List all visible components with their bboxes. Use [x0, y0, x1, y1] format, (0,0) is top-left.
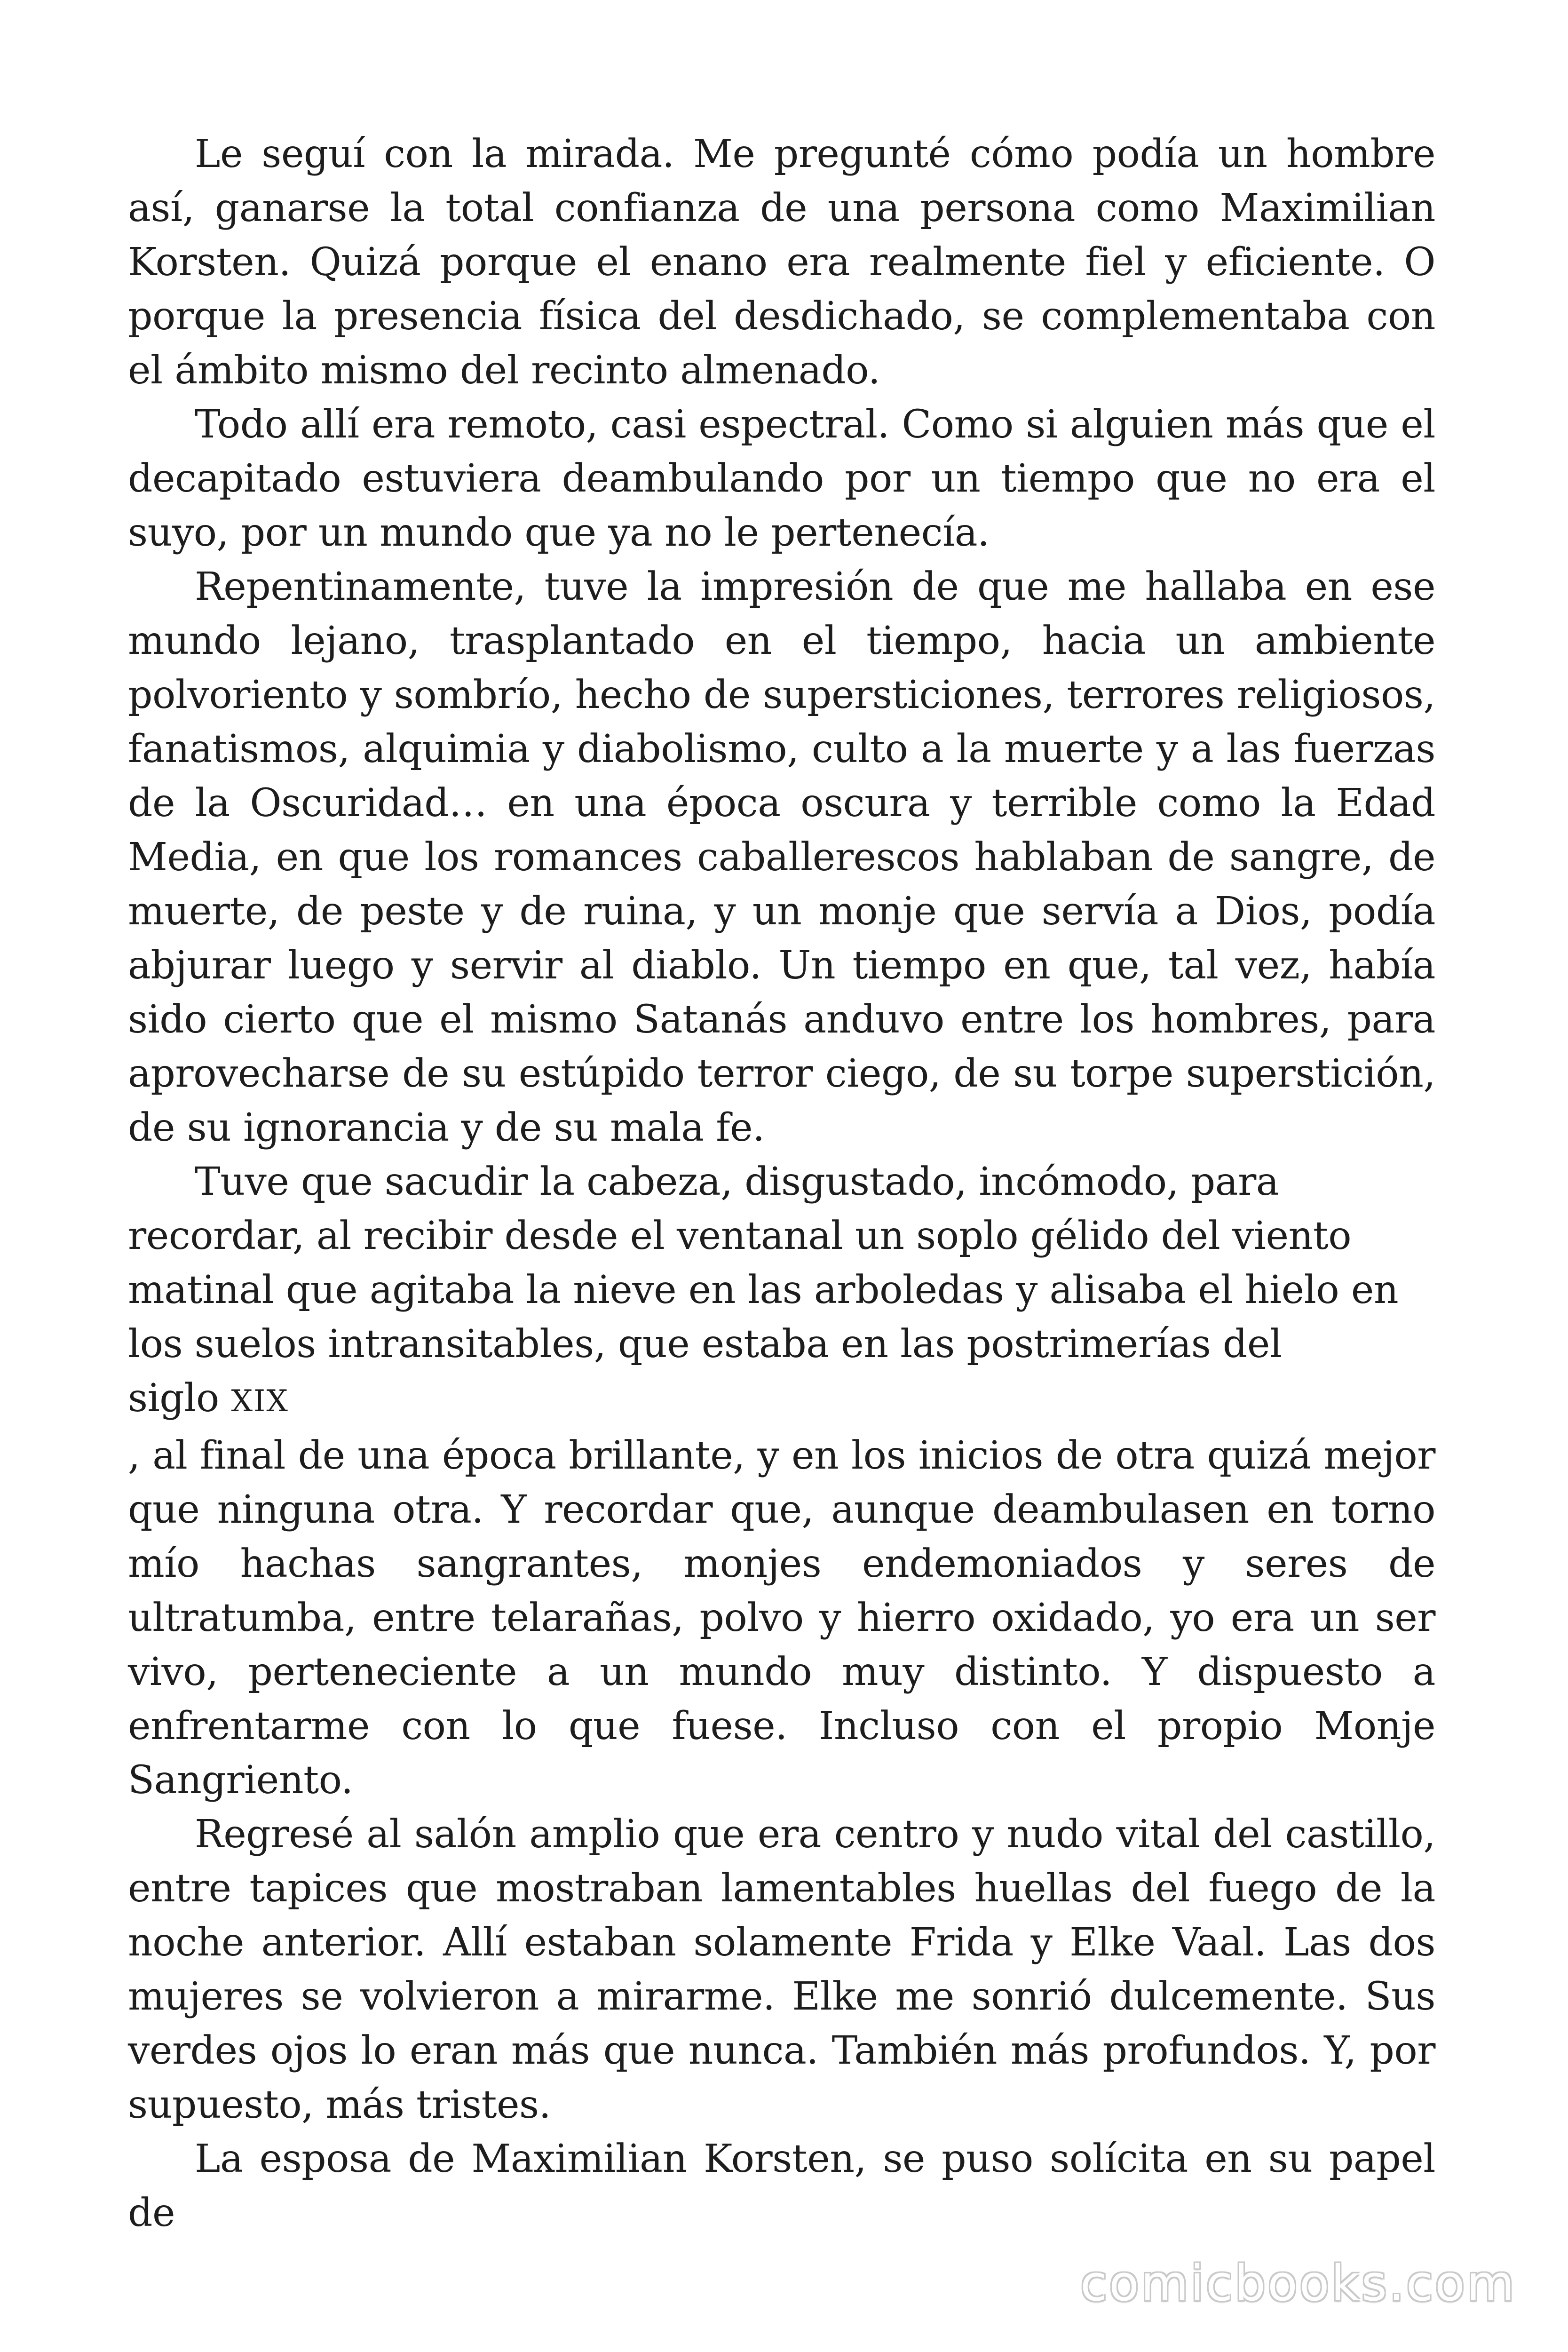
paragraph-6: La esposa de Maximilian Korsten, se puso solícita en su papel de	[128, 2137, 1435, 2235]
paragraph-4-continuation: , al final de una época brillante, y en los inicios de otra quizá mejor que ninguna otra. Y recordar que, aunque deambulasen en torno mío hachas sangrantes, monjes endemoniados y seres de ultratumba, entre telarañas, polvo y hierro oxidado, yo era un ser vivo, perteneciente a un mundo muy distinto. Y dispuesto a enfrentarme con lo que fuese. Incluso con el propio Monje Sangriento.	[128, 1433, 1435, 1803]
century-word: siglo	[128, 1376, 219, 1421]
paragraph-3: Repentinamente, tuve la impresión de que me hallaba en ese mundo lejano, trasplantado en el tiempo, hacia un ambiente polvoriento y sombrío, hecho de supersticiones, terrores religiosos, fanatismos, alquimia y diabolismo, culto a la muerte y a las fuerzas de la Oscuridad… en una época oscura y terrible como la Edad Media, en que los romances caballerescos hablaban de sangre, de muerte, de peste y de ruina, y un monje que servía a Dios, podía abjurar luego y servir al diablo. Un tiempo en que, tal vez, había sido cierto que el mismo Satanás anduvo entre los hombres, para aprovecharse de su estúpido terror ciego, de su torpe superstición, de su ignorancia y de su mala fe.	[128, 564, 1435, 1150]
paragraph-1: Le seguí con la mirada. Me pregunté cómo podía un hombre así, ganarse la total confianza de una persona como Maximilian Korsten. Quizá porque el enano era realmente fiel y eficiente. O porque la presencia física del desdichado, se complementaba con el ámbito mismo del recinto almenado.	[128, 132, 1435, 393]
paragraph-4: Tuve que sacudir la cabeza, disgustado, incómodo, para recordar, al recibir desde el ventanal un soplo gélido del viento matinal que agitaba la nieve en las arboledas y alisaba el hielo en los suelos intransitables, que estaba en las postrimerías del	[128, 1160, 1399, 1367]
site-watermark: comicbooks.com	[1080, 2255, 1516, 2312]
paragraph-2: Todo allí era remoto, casi espectral. Como si alguien más que el decapitado estuviera deambulando por un tiempo que no era el suyo, por un mundo que ya no le pertenecía.	[128, 402, 1435, 555]
book-page	[128, 127, 1435, 2240]
century-line	[128, 1371, 1435, 1429]
century-numeral: XIX	[231, 1384, 289, 1419]
paragraph-5: Regresé al salón amplio que era centro y nudo vital del castillo, entre tapices que mostraban lamentables huellas del fuego de la noche anterior. Allí estaban solamente Frida y Elke Vaal. Las dos mujeres se volvieron a mirarme. Elke me sonrió dulcemente. Sus verdes ojos lo eran más que nunca. También más profundos. Y, por supuesto, más tristes.	[128, 1812, 1435, 2127]
